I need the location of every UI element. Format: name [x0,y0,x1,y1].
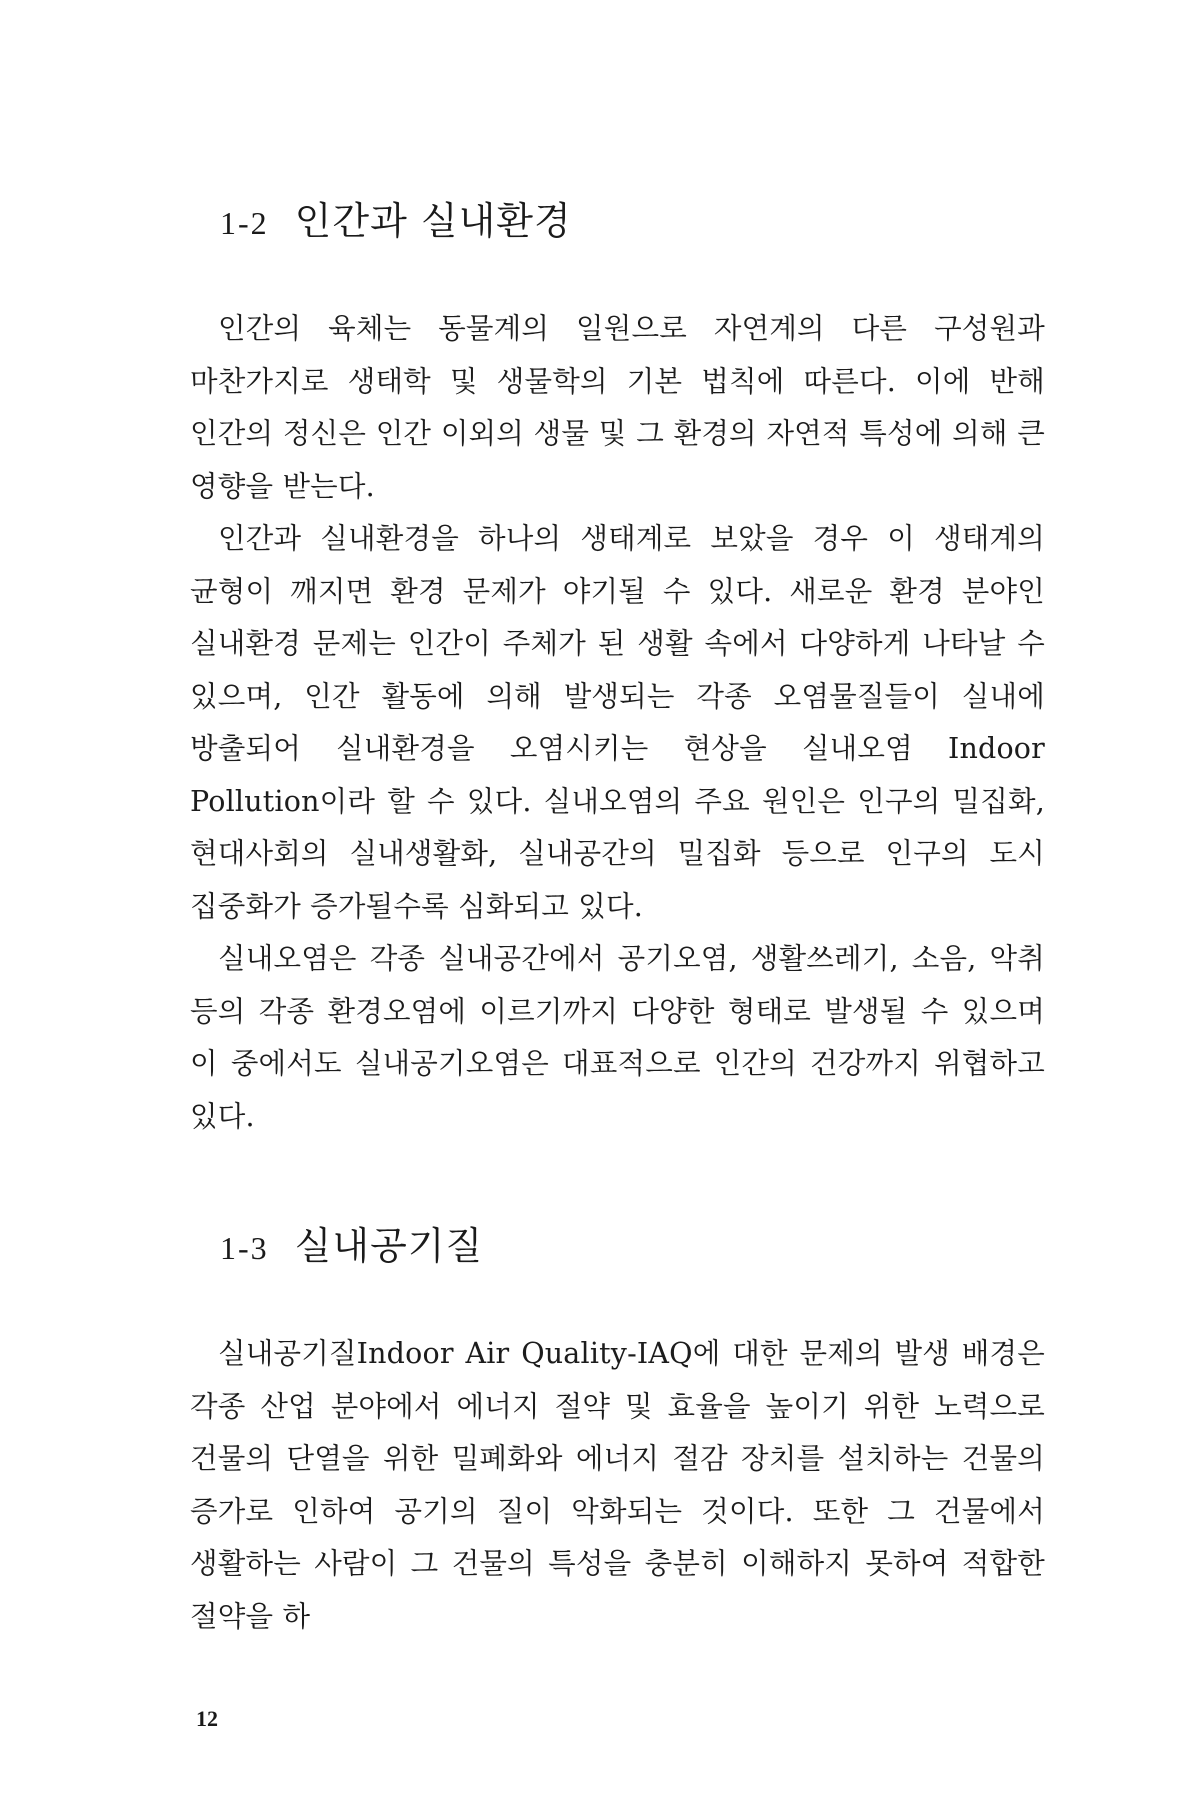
section-number: 1-2 [220,205,269,241]
body-paragraph: 인간의 육체는 동물계의 일원으로 자연계의 다른 구성원과 마찬가지로 생태학 및 생물학의 기본 법칙에 따른다. 이에 반해 인간의 정신은 인간 이외의 생물 및 그 환경의 자연적 특성에 의해 큰 영향을 받는다. [190,312,1045,503]
section-title: 실내공기질 [294,1224,484,1268]
page-number: 12 [196,1706,218,1731]
section-heading [190,1215,1045,1270]
section-heading [190,190,1045,245]
section-body [190,303,1045,1143]
body-paragraph: 인간과 실내환경을 하나의 생태계로 보았을 경우 이 생태계의 균형이 깨지면 환경 문제가 야기될 수 있다. 새로운 환경 분야인 실내환경 문제는 인간이 주체가 된 생활 속에서 다양하게 나타날 수 있으며, 인간 활동에 의해 발생되는 각종 오염물질들이 실내에 방출되어 실내환경을 오염시키는 현상을 실내오염 Indoor Pollution이라 할 수 있다. 실내오염의 주요 원인은 인구의 밀집화, 현대사회의 실내생활화, 실내공간의 밀집화 등으로 인구의 도시 집중화가 증가될수록 심화되고 있다. [190,522,1045,923]
body-paragraph: 실내공기질Indoor Air Quality-IAQ에 대한 문제의 발생 배경은 각종 산업 분야에서 에너지 절약 및 효율을 높이기 위한 노력으로 건물의 단열을 위한 밀폐화와 에너지 절감 장치를 설치하는 건물의 증가로 인하여 공기의 질이 악화되는 것이다. 또한 그 건물에서 생활하는 사람이 그 건물의 특성을 충분히 이해하지 못하여 적합한 절약을 하 [190,1337,1045,1633]
section-human-indoor-environment [190,190,1045,1143]
section-body [190,1328,1045,1643]
section-title: 인간과 실내환경 [294,199,572,243]
body-paragraph: 실내오염은 각종 실내공간에서 공기오염, 생활쓰레기, 소음, 악취 등의 각종 환경오염에 이르기까지 다양한 형태로 발생될 수 있으며 이 중에서도 실내공기오염은 대표적으로 인간의 건강까지 위협하고 있다. [190,942,1045,1133]
section-indoor-air-quality [190,1215,1045,1643]
section-number: 1-3 [220,1230,269,1266]
